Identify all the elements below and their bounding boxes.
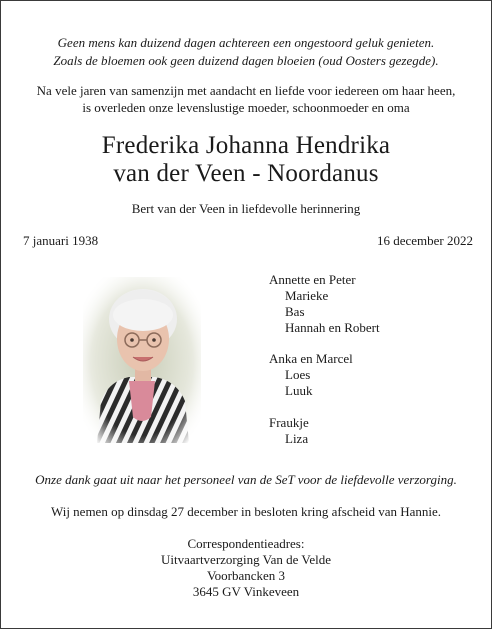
family-couple: Fraukje [269, 415, 309, 430]
correspondence-city: 3645 GV Vinkeveen [192, 584, 300, 599]
deceased-name-line-1: Frederika Johanna Hendrika [101, 132, 391, 159]
family-child: Luuk [285, 383, 313, 398]
farewell-line: Wij nemen op dinsdag 27 december in besloten kring afscheid van Hannie. [50, 504, 442, 519]
thanks-line: Onze dank gaat uit naar het personeel van de SeT voor de liefdevolle verzorging. [35, 472, 457, 487]
family-child: Marieke [285, 288, 329, 303]
death-date: 16 december 2022 [376, 233, 473, 248]
family-child: Hannah en Robert [285, 320, 380, 335]
birth-date: 7 januari 1938 [23, 233, 99, 248]
intro-line-2: is overleden onze levenslustige moeder, schoonmoeder en oma [82, 100, 410, 115]
quote-line-2: Zoals de bloemen ook geen duizend dagen bloeien (oud Oosters gezegde). [53, 53, 439, 68]
family-couple: Annette en Peter [269, 272, 356, 287]
correspondence-label: Correspondentieadres: [187, 536, 305, 551]
family-group-2 [269, 351, 353, 399]
family-child: Loes [285, 367, 311, 382]
quote-line-1: Geen mens kan duizend dagen achtereen een ongestoord geluk genieten. [57, 35, 435, 50]
remembrance-line: Bert van der Veen in liefdevolle herinnering [131, 201, 361, 216]
correspondence-name: Uitvaartverzorging Van de Velde [160, 552, 332, 567]
family-child: Liza [285, 431, 309, 446]
deceased-name-line-2: van der Veen - Noordanus [113, 160, 379, 187]
intro-line-1: Na vele jaren van samenzijn met aandacht en liefde voor iedereen om haar heen, [36, 83, 456, 98]
family-child: Bas [285, 304, 305, 319]
portrait-photo [83, 277, 201, 443]
correspondence-street: Voorbancken 3 [206, 568, 286, 583]
family-group-3 [269, 415, 309, 447]
family-couple: Anka en Marcel [269, 351, 353, 366]
family-group-1 [269, 272, 380, 336]
